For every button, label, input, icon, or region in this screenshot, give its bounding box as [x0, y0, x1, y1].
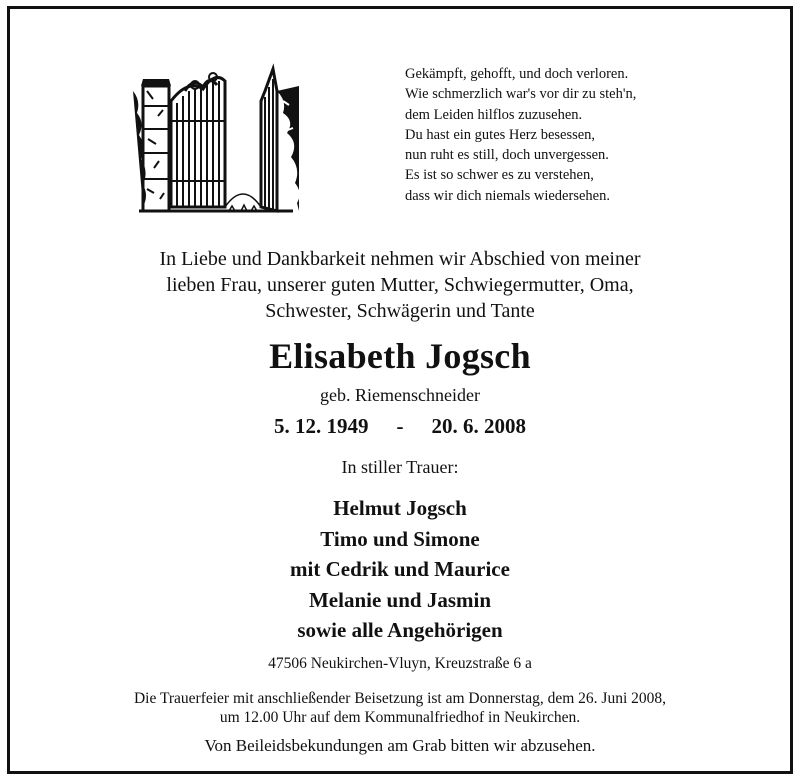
- death-date: 20. 6. 2008: [431, 414, 526, 438]
- obituary-notice: [7, 6, 793, 774]
- poem-line: Gekämpft, gehofft, und doch verloren.: [405, 66, 629, 82]
- poem-line: nun ruht es still, doch unvergessen.: [405, 147, 609, 164]
- poem-line: Wie schmerzlich war's vor dir zu steh'n,: [405, 86, 637, 103]
- poem-line: Du hast ein gutes Herz besessen,: [405, 126, 596, 143]
- mourning-label: In stiller Trauer:: [341, 457, 459, 477]
- mourner-line: Melanie und Jasmin: [308, 587, 492, 612]
- mourner-line: mit Cedrik und Maurice: [290, 557, 510, 581]
- mourner-line: sowie alle Angehörigen: [297, 618, 503, 642]
- life-dates: [10, 414, 790, 439]
- ceremony-line: um 12.00 Uhr auf dem Kommunalfriedhof in Neukirchen.: [219, 709, 581, 726]
- deceased-name: Elisabeth Jogsch: [269, 336, 531, 376]
- poem-line: dass wir dich niemals wiedersehen.: [405, 187, 610, 204]
- mourner-line: Helmut Jogsch: [333, 496, 467, 520]
- date-separator: -: [396, 414, 404, 438]
- ceremony-line: Die Trauerfeier mit anschließender Beisetzung ist am Donnerstag, dem 26. Juni 2008,: [133, 690, 667, 707]
- poem-line: Es ist so schwer es zu verstehen,: [405, 167, 594, 184]
- birth-name: geb. Riemenschneider: [320, 385, 480, 405]
- mourner-line: Timo und Simone: [320, 526, 480, 551]
- mourners-list: [10, 493, 790, 646]
- funeral-details: [10, 689, 790, 727]
- memorial-poem: [405, 64, 735, 206]
- garden-gate-illustration: [133, 61, 299, 216]
- intro-line: Schwester, Schwägerin und Tante: [265, 300, 535, 322]
- intro-line: In Liebe und Dankbarkeit nehmen wir Abschied von meiner: [159, 248, 641, 270]
- poem-line: dem Leiden hilflos zuzusehen.: [405, 106, 583, 123]
- farewell-intro: [10, 246, 790, 324]
- intro-line: lieben Frau, unserer guten Mutter, Schwiegermutter, Oma,: [166, 274, 634, 296]
- birth-date: 5. 12. 1949: [274, 414, 369, 438]
- family-address: 47506 Neukirchen-Vluyn, Kreuzstraße 6 a: [268, 655, 532, 672]
- condolence-request: Von Beileidsbekundungen am Grab bitten wir abzusehen.: [204, 736, 596, 755]
